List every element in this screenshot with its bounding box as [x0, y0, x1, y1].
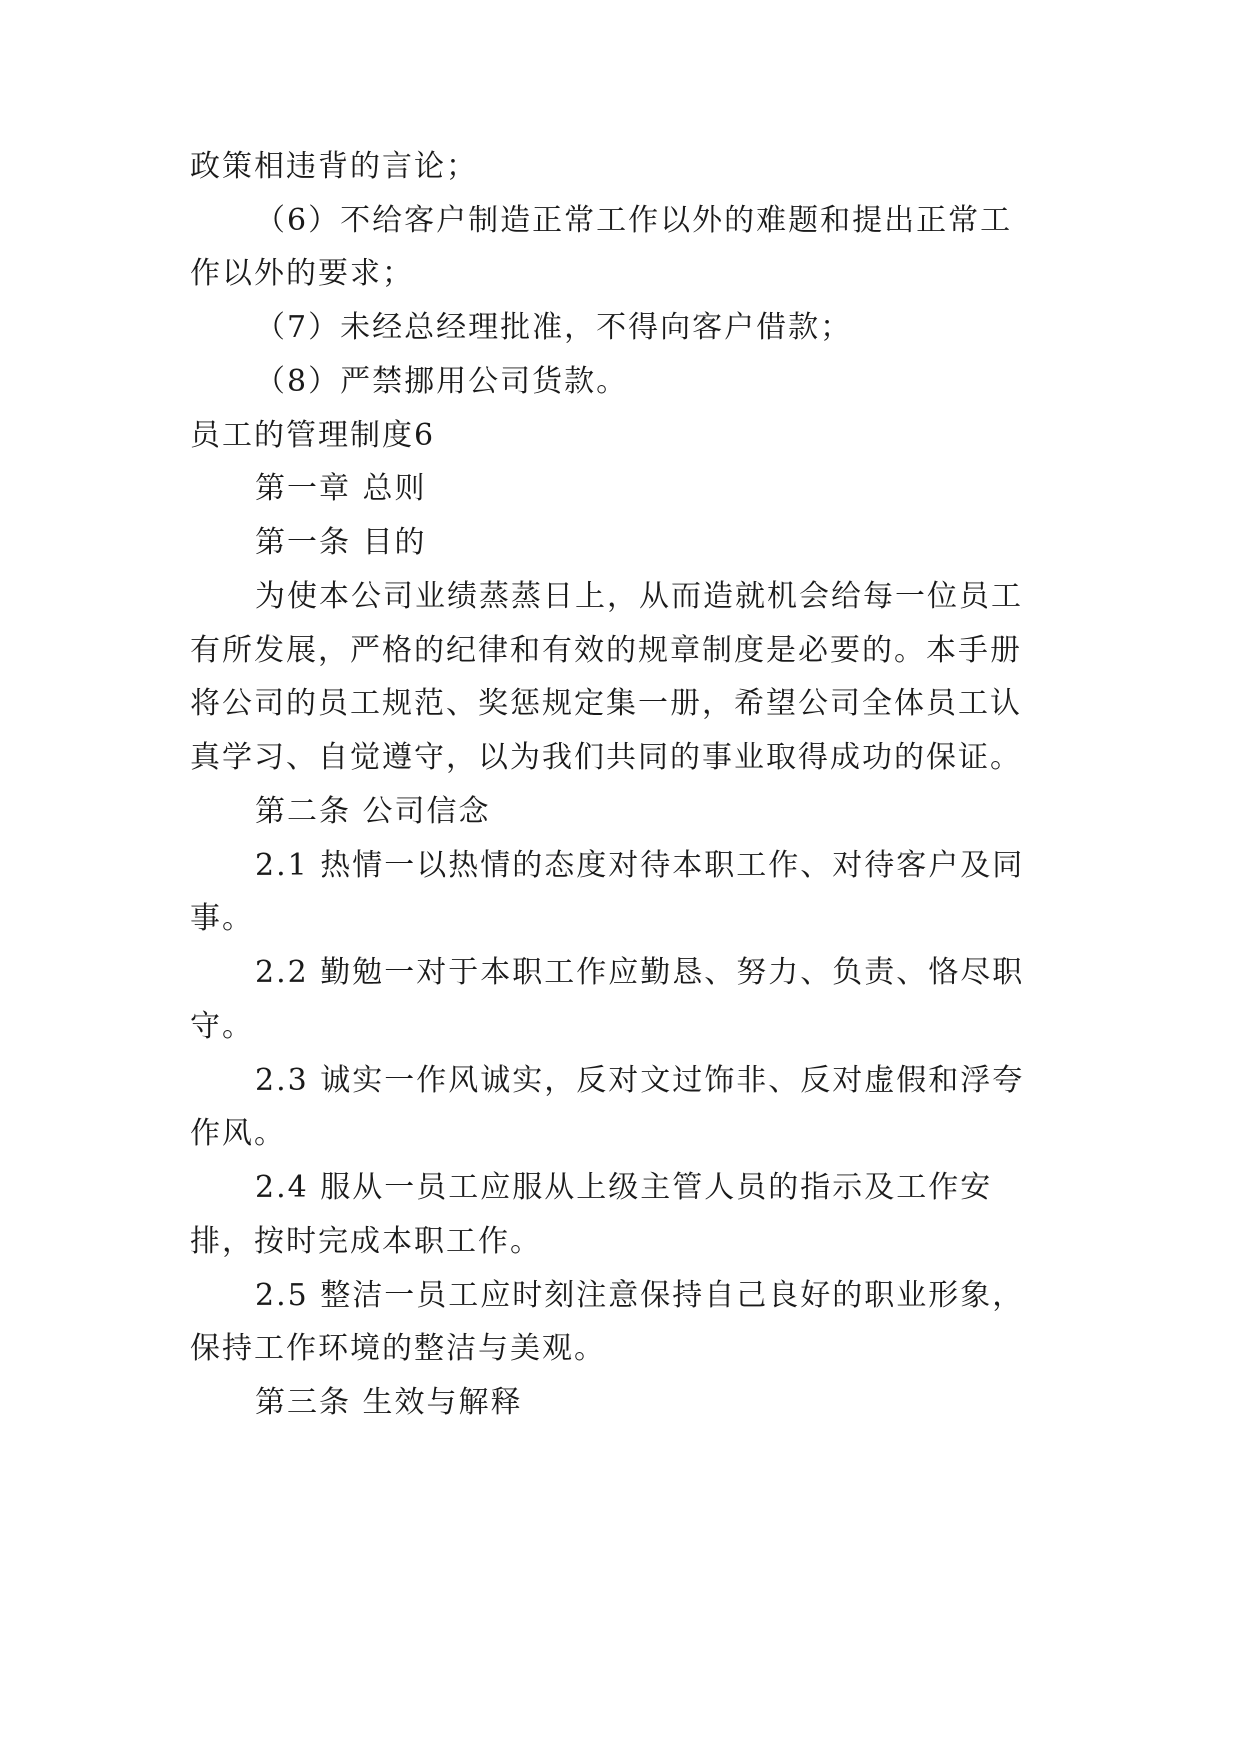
text-line: （8）严禁挪用公司货款。	[255, 364, 629, 399]
text-line: （7）未经总经理批准，不得向客户借款；	[255, 310, 853, 345]
article-heading: 第三条 生效与解释	[255, 1385, 523, 1420]
text-line: 将公司的员工规范、奖惩规定集一册，希望公司全体员工认	[190, 686, 1022, 721]
text-line: 2.2 勤勉一对于本职工作应勤恳、努力、负责、恪尽职	[255, 955, 1025, 990]
text-line: 2.1 热情一以热情的态度对待本职工作、对待客户及同	[255, 848, 1025, 883]
text-line: 事。	[190, 901, 254, 936]
text-line: 2.5 整洁一员工应时刻注意保持自己良好的职业形象，	[255, 1278, 1025, 1313]
text-line: 2.3 诚实一作风诚实，反对文过饰非、反对虚假和浮夸	[255, 1063, 1025, 1098]
section-title: 员工的管理制度6	[190, 418, 436, 453]
text-line: 作风。	[190, 1116, 286, 1151]
text-line: 为使本公司业绩蒸蒸日上，从而造就机会给每一位员工	[255, 579, 1023, 614]
text-line: 排，按时完成本职工作。	[190, 1224, 542, 1259]
article-heading: 第一条 目的	[255, 525, 427, 560]
text-line: 守。	[190, 1009, 254, 1044]
text-line: 2.4 服从一员工应服从上级主管人员的指示及工作安	[255, 1170, 993, 1205]
text-line: （6）不给客户制造正常工作以外的难题和提出正常工	[255, 203, 1013, 238]
text-line: 有所发展，严格的纪律和有效的规章制度是必要的。本手册	[190, 633, 1022, 668]
article-heading: 第二条 公司信念	[255, 794, 491, 829]
text-line: 作以外的要求；	[190, 256, 414, 291]
text-line: 真学习、自觉遵守，以为我们共同的事业取得成功的保证。	[190, 740, 1022, 775]
text-line: 政策相违背的言论；	[190, 149, 478, 184]
text-line: 保持工作环境的整洁与美观。	[190, 1331, 606, 1366]
chapter-heading: 第一章 总则	[255, 471, 427, 506]
